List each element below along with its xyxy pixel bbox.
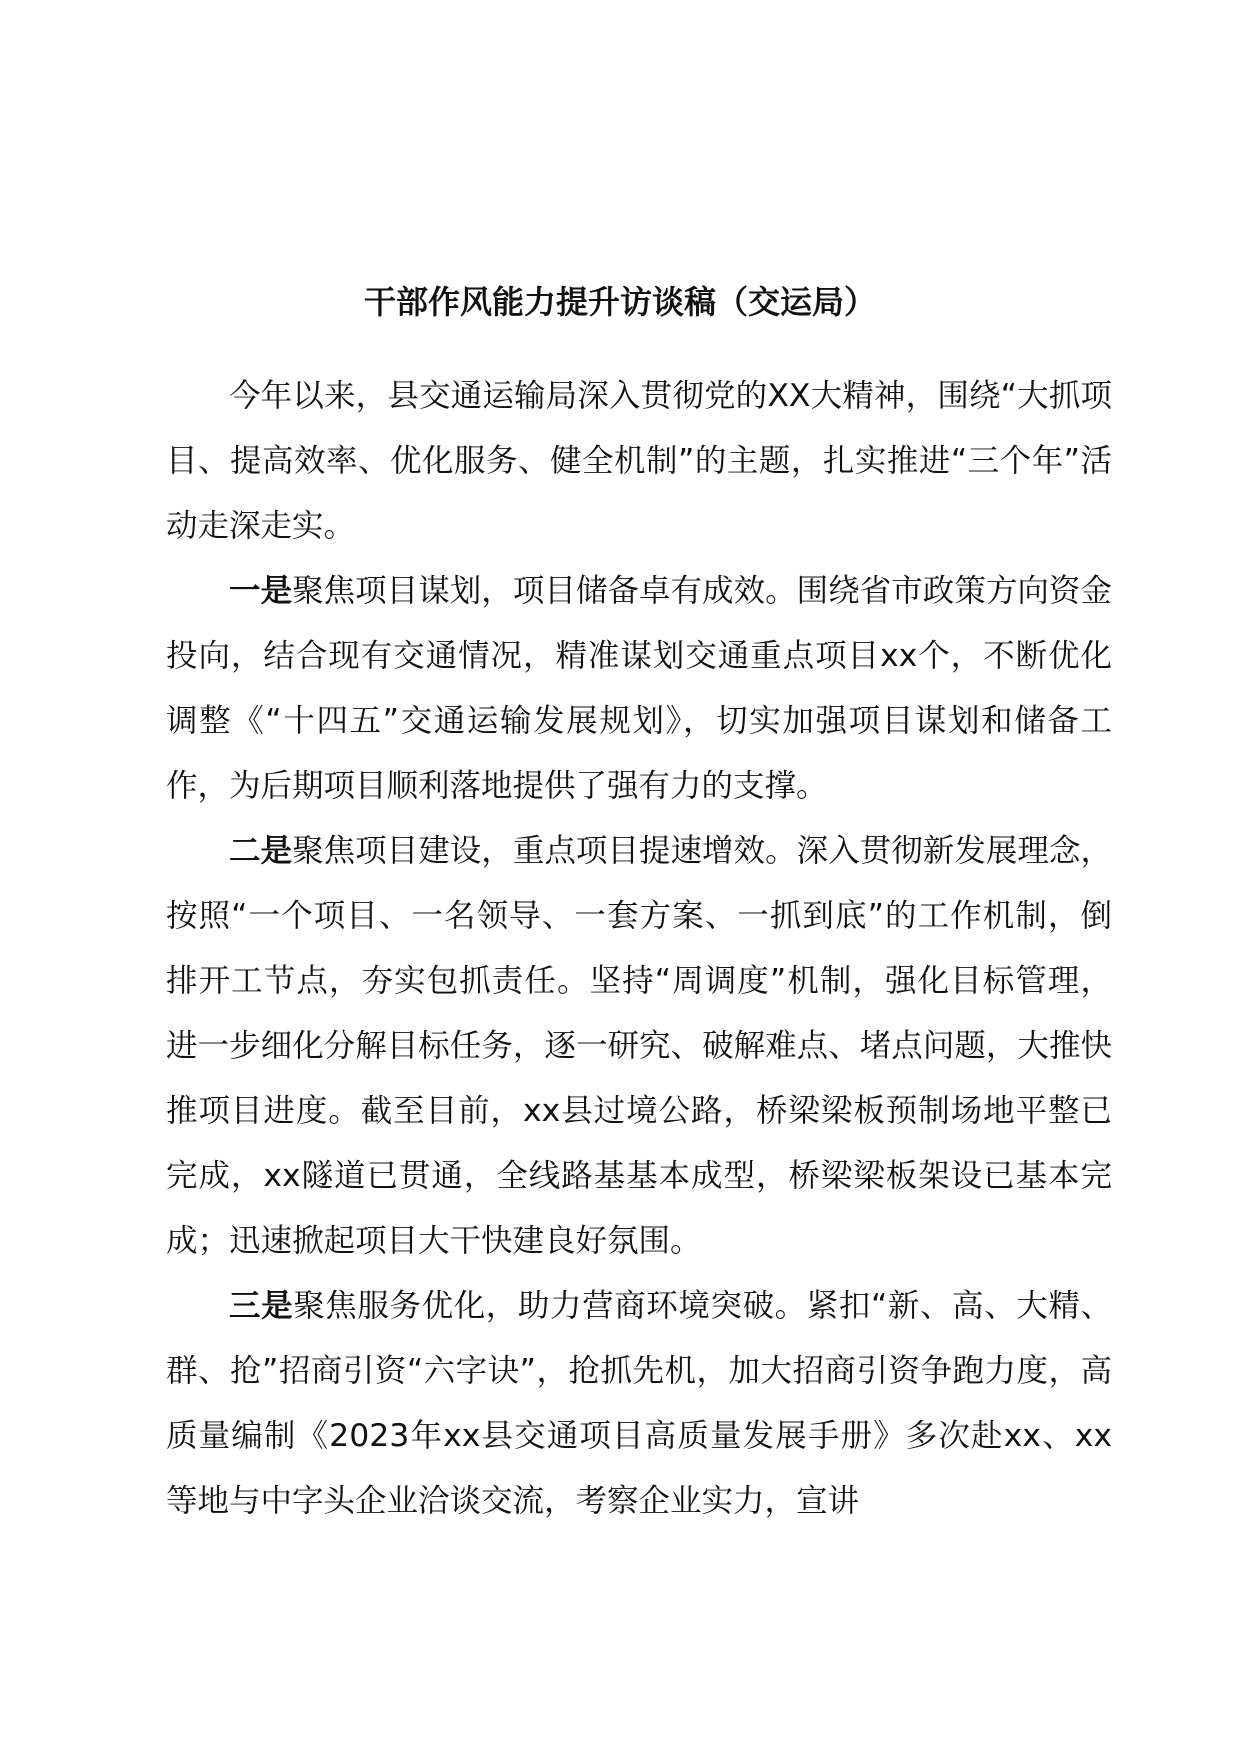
intro-paragraph: [166, 364, 1112, 559]
section-lead-1: 一是: [229, 573, 293, 609]
section-lead-2: 二是: [229, 833, 293, 869]
section-text-2: 聚焦项目建设，重点项目提速增效。深入贯彻新发展理念，按照“一个项目、一名领导、一套方案、一抓到底”的工作机制，倒排开工节点，夯实包抓责任。坚持“周调度”机制，强化目标管理，进一步细化分解目标任务，逐一研究、破解难点、堵点问题，大推快推项目进度。截至目前，xx县过境公路，桥梁梁板预制场地平整已完成，xx隧道已贯通，全线路基基本成型，桥梁梁板架设已基本完成；迅速掀起项目大干快建良好氛围。: [166, 833, 1112, 1259]
section-text-1: 聚焦项目谋划，项目储备卓有成效。围绕省市政策方向资金投向，结合现有交通情况，精准谋划交通重点项目xx个，不断优化调整《“十四五”交通运输发展规划》，切实加强项目谋划和储备工作，为后期项目顺利落地提供了强有力的支撑。: [166, 573, 1112, 804]
section-lead-3: 三是: [229, 1288, 294, 1324]
section-paragraph-1: [166, 559, 1112, 819]
section-text-3: 聚焦服务优化，助力营商环境突破。紧扣“新、高、大精、群、抢”招商引资“六字诀”，抢抓先机，加大招商引资争跑力度，高质量编制《2023年xx县交通项目高质量发展手册》多次赴xx、xx等地与中字头企业洽谈交流，考察企业实力，宣讲: [166, 1288, 1112, 1519]
document-title: 干部作风能力提升访谈稿（交运局）: [363, 283, 876, 321]
document-body: [166, 364, 1112, 1534]
section-paragraph-3: [166, 1274, 1112, 1534]
intro-text: 今年以来，县交通运输局深入贯彻党的XX大精神，围绕“大抓项目、提高效率、优化服务、健全机制”的主题，扎实推进“三个年”活动走深走实。: [166, 378, 1112, 544]
section-paragraph-2: [166, 819, 1112, 1274]
